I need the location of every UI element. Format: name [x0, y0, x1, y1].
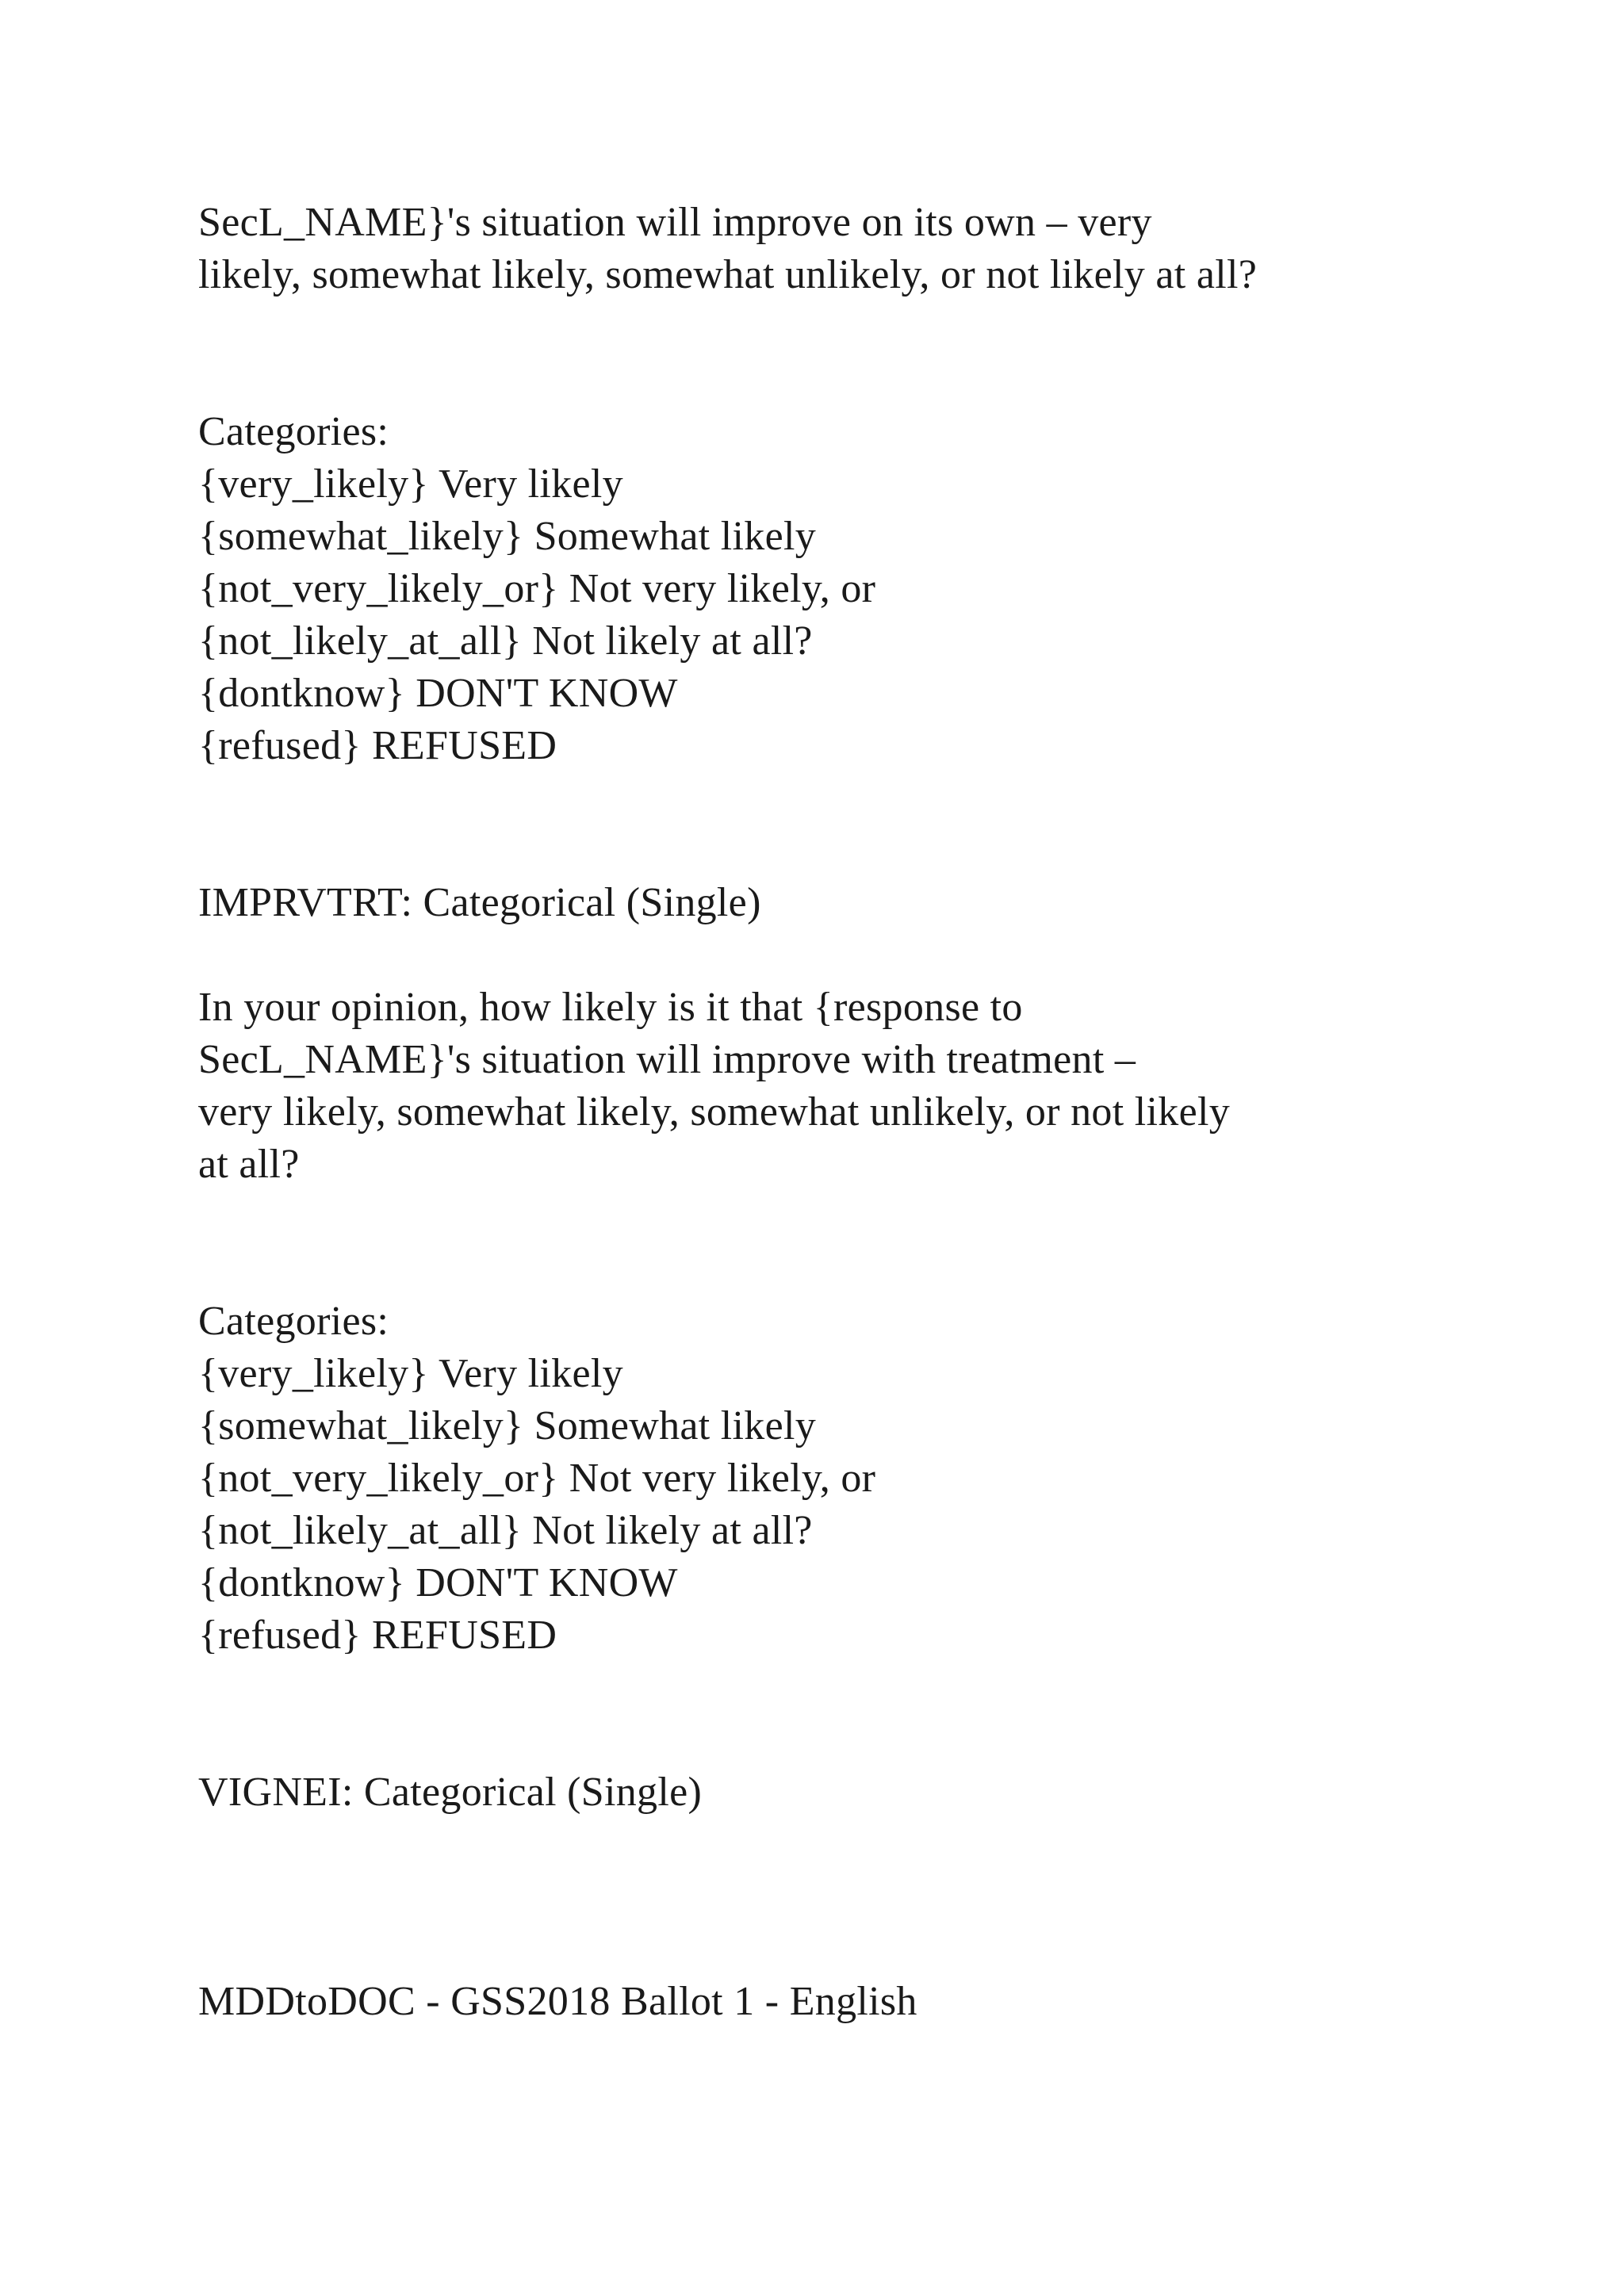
question-text-line: In your opinion, how likely is it that {response to — [198, 985, 1023, 1030]
categories-heading: Categories: — [198, 409, 389, 454]
question-text-line: SecL_NAME}'s situation will improve with treatment – — [198, 1037, 1136, 1082]
question-text-line: at all? — [198, 1142, 300, 1187]
category-item: {somewhat_likely} Somewhat likely — [198, 514, 817, 559]
question-label: VIGNEI: Categorical (Single) — [198, 1770, 703, 1815]
document-footer: MDDtoDOC - GSS2018 Ballot 1 - English — [198, 1979, 917, 2024]
category-item: {very_likely} Very likely — [198, 461, 623, 507]
question-text-line: likely, somewhat likely, somewhat unlikely, or not likely at all? — [198, 252, 1258, 297]
category-item: {very_likely} Very likely — [198, 1351, 623, 1396]
category-item: {not_very_likely_or} Not very likely, or — [198, 566, 876, 611]
category-item: {not_likely_at_all} Not likely at all? — [198, 1508, 813, 1553]
category-item: {refused} REFUSED — [198, 1613, 557, 1658]
question-text-line: very likely, somewhat likely, somewhat unlikely, or not likely — [198, 1089, 1231, 1135]
category-item: {dontknow} DON'T KNOW — [198, 1560, 678, 1605]
category-item: {refused} REFUSED — [198, 723, 557, 768]
category-item: {somewhat_likely} Somewhat likely — [198, 1403, 817, 1448]
categories-heading: Categories: — [198, 1299, 389, 1344]
question-text-line: SecL_NAME}'s situation will improve on its own – very — [198, 200, 1152, 245]
question-label: IMPRVTRT: Categorical (Single) — [198, 880, 761, 925]
category-item: {not_very_likely_or} Not very likely, or — [198, 1456, 876, 1501]
category-item: {dontknow} DON'T KNOW — [198, 671, 678, 716]
category-item: {not_likely_at_all} Not likely at all? — [198, 618, 813, 664]
